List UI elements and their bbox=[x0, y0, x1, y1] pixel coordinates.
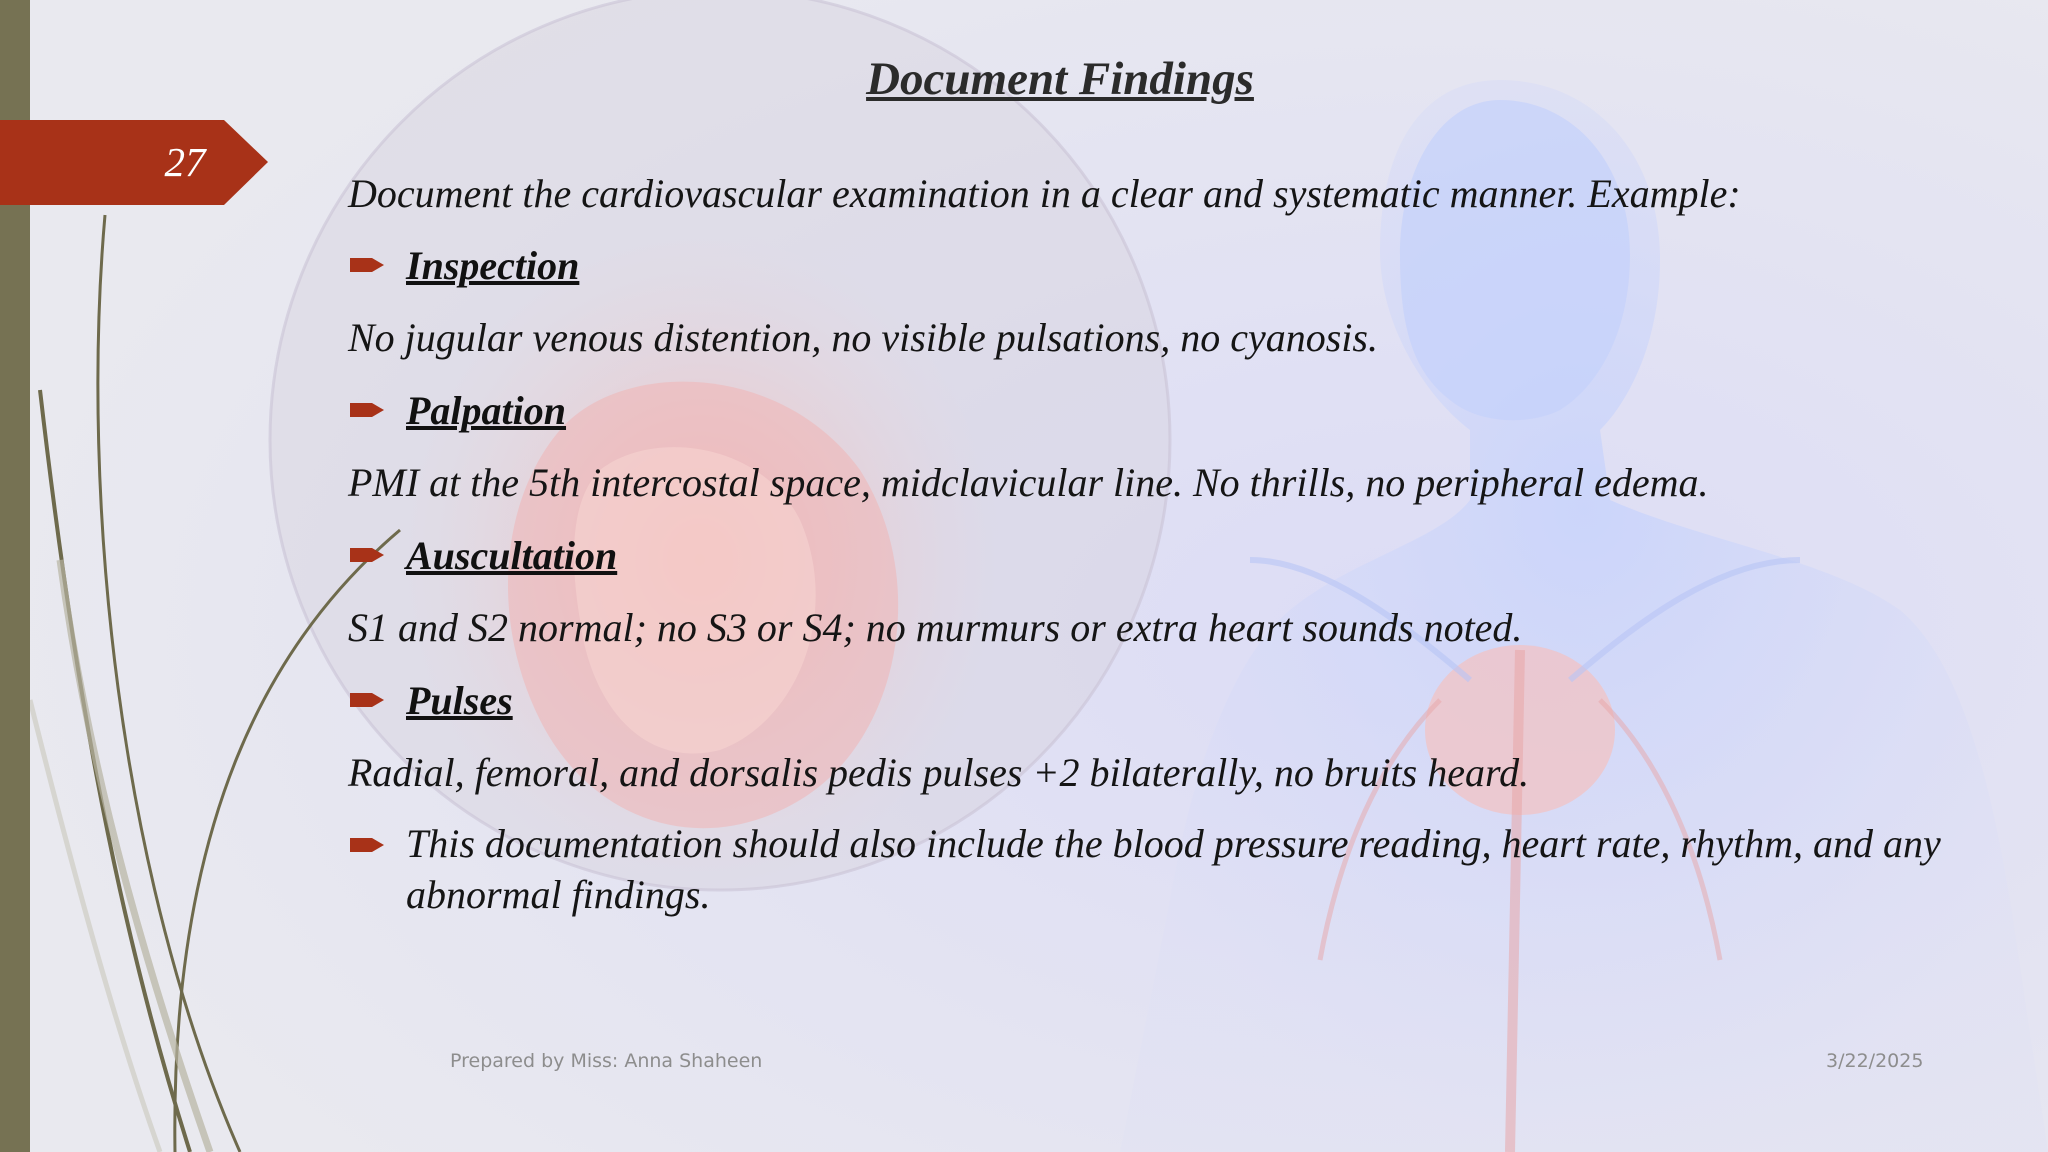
arrow-bullet-icon bbox=[350, 834, 386, 856]
section-text: Radial, femoral, and dorsalis pedis pulses +2 bilaterally, no bruits heard. bbox=[348, 750, 1530, 795]
section-text: PMI at the 5th intercostal space, midclavicular line. No thrills, no peripheral edema. bbox=[348, 460, 1709, 505]
section-heading: Palpation bbox=[406, 388, 567, 433]
section-heading: Pulses bbox=[406, 678, 513, 723]
arrow-bullet-icon bbox=[350, 689, 386, 711]
arrow-bullet-icon bbox=[350, 399, 386, 421]
slide-title: Document Findings bbox=[866, 53, 1254, 105]
section-text: No jugular venous distention, no visible pulsations, no cyanosis. bbox=[348, 315, 1378, 360]
intro-text: Document the cardiovascular examination in a clear and systematic manner. Example: bbox=[348, 171, 1741, 216]
slide-number-tab bbox=[0, 120, 268, 205]
section-heading: Inspection bbox=[406, 243, 580, 288]
slide-number: 27 bbox=[164, 139, 206, 185]
section-text: S1 and S2 normal; no S3 or S4; no murmurs or extra heart sounds noted. bbox=[348, 605, 1523, 650]
closing-text: This documentation should also include the blood pressure reading, heart rate, rhythm, and any abnormal findings. bbox=[406, 821, 1941, 917]
footer-author: Prepared by Miss: Anna Shaheen bbox=[450, 1050, 763, 1072]
arrow-bullet-icon bbox=[350, 254, 386, 276]
footer-date: 3/22/2025 bbox=[1826, 1050, 1924, 1072]
arrow-bullet-icon bbox=[350, 544, 386, 566]
section-heading: Auscultation bbox=[406, 533, 618, 578]
